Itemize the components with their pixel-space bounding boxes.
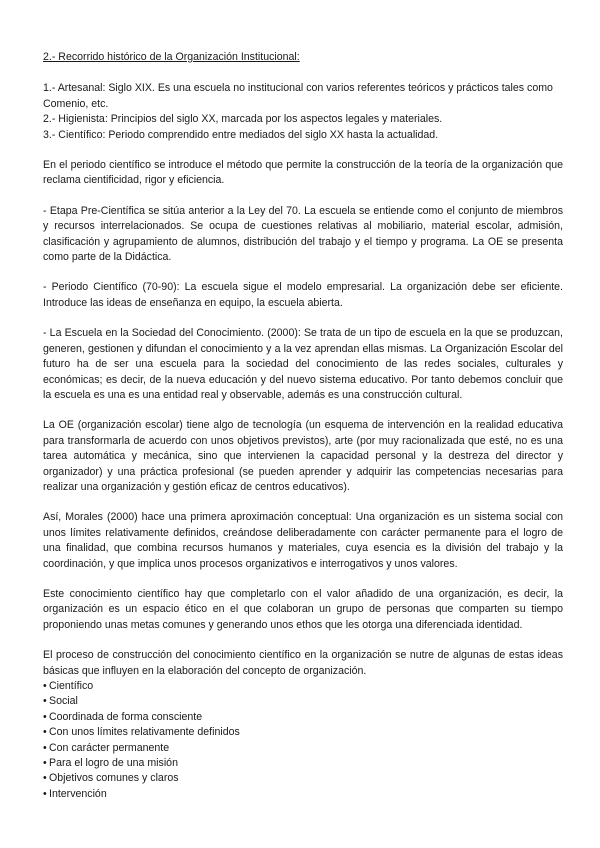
paragraph-etapa-pre-cientifica: - Etapa Pre-Científica se sitúa anterior a la Ley del 70. La escuela se entiende como el conjunto de miembros y recursos interrelacionados. Se ocupa de cuestiones relativas al mobiliario, material escolar, admisión, clasificación y agrupamiento de alumnos, distribución del trabajo y el tiempo y programa. La OE se presenta como parte de la Didáctica. (43, 204, 563, 264)
paragraph-periodo-70-90: - Periodo Científico (70-90): La escuela sigue el modelo empresarial. La organización debe ser eficiente. Introduce las ideas de enseñanza en equipo, la escuela abierta. (43, 281, 563, 309)
stage-item-higienista: 2.- Higienista: Principios del siglo XX, marcada por los aspectos legales y materiales. (43, 113, 443, 126)
bullet-item: • Coordinada de forma consciente (43, 710, 563, 725)
bullet-item: • Objetivos comunes y claros (43, 771, 563, 786)
stage-item-cientifico: 3.- Científico: Periodo comprendido entre mediados del siglo XX hasta la actualidad. (43, 128, 439, 141)
stages-list (43, 81, 563, 143)
closing-intro: El proceso de construcción del conocimiento científico en la organización se nutre de algunas de estas ideas básicas que influyen en la elaboración del concepto de organización. (43, 649, 563, 677)
bullet-item: • Para el logro de una misión (43, 756, 563, 771)
paragraph-valor-etico: Este conocimiento científico hay que completarlo con el valor añadido de una organización, es decir, la organización es un espacio ético en el que colaboran un grupo de personas que comparten su tiempo proponiendo unas metas comunes y generando unos ethos que les otorga una diferenciada identidad. (43, 587, 563, 631)
paragraph-oe-tecnologia: La OE (organización escolar) tiene algo de tecnología (un esquema de intervención en la realidad educativa para transformarla de acuerdo con unos objetivos previstos), arte (por muy racionalizada que esté, no es una tarea automática y mecánica, sino que intervienen la capacidad personal y la destreza del director y organizador) y una práctica profesional (se pueden aprender y adquirir las competencias necesarias para realizar una organización y gestión eficaz de centros educativos). (43, 419, 563, 493)
bullet-dot-icon: • (43, 710, 47, 723)
paragraph-sociedad-conocimiento: - La Escuela en la Sociedad del Conocimiento. (2000): Se trata de un tipo de escuela en la que se produzcan, generen, gestionen y difundan el conocimiento y a la vez aprendan ellas mismas. La Organización Escolar del futuro ha de ser una escuela para la sociedad del conocimiento de las redes sociales, culturales y económicas; es decir, de la nueva educación y del nuevo sistema educativo. Por tanto debemos concluir que la escuela es una es una entidad real y observable, además es una construcción cultural. (43, 327, 563, 401)
bullet-item: • Con unos límites relativamente definidos (43, 725, 563, 740)
paragraph-periodo-cientifico: En el periodo científico se introduce el método que permite la construcción de la teoría de la organización que reclama cientificidad, rigor y eficiencia. (43, 159, 563, 187)
stage-item-artesanal: 1.- Artesanal: Siglo XIX. Es una escuela no institucional con varios referentes teóricos y prácticos tales como Comenio, etc. (43, 82, 553, 110)
bullet-item: • Social (43, 694, 563, 709)
bullet-dot-icon: • (43, 787, 47, 800)
bullet-dot-icon: • (43, 726, 47, 739)
bullet-dot-icon: • (43, 680, 47, 692)
document-page (43, 50, 563, 802)
ideas-bullet-list (43, 679, 563, 802)
bullet-item: • Con carácter permanente (43, 741, 563, 756)
bullet-dot-icon: • (43, 757, 47, 770)
bullet-item: • Intervención (43, 787, 563, 802)
paragraph-morales-definicion: Así, Morales (2000) hace una primera aproximación conceptual: Una organización es un sistema social con unos límites relativamente definidos, creándose deliberadamente con carácter permanente para el logro de una finalidad, que combina recursos humanos y materiales, cuya esencia es la división del trabajo y la coordinación, y que implica unos procesos organizativos e interrogativos y unos valores. (43, 511, 563, 570)
bullet-item: • Científico (43, 679, 563, 694)
bullet-dot-icon: • (43, 741, 47, 754)
bullet-dot-icon: • (43, 695, 47, 708)
bullet-dot-icon: • (43, 772, 47, 785)
section-heading: 2.- Recorrido histórico de la Organización Institucional: (43, 51, 300, 63)
